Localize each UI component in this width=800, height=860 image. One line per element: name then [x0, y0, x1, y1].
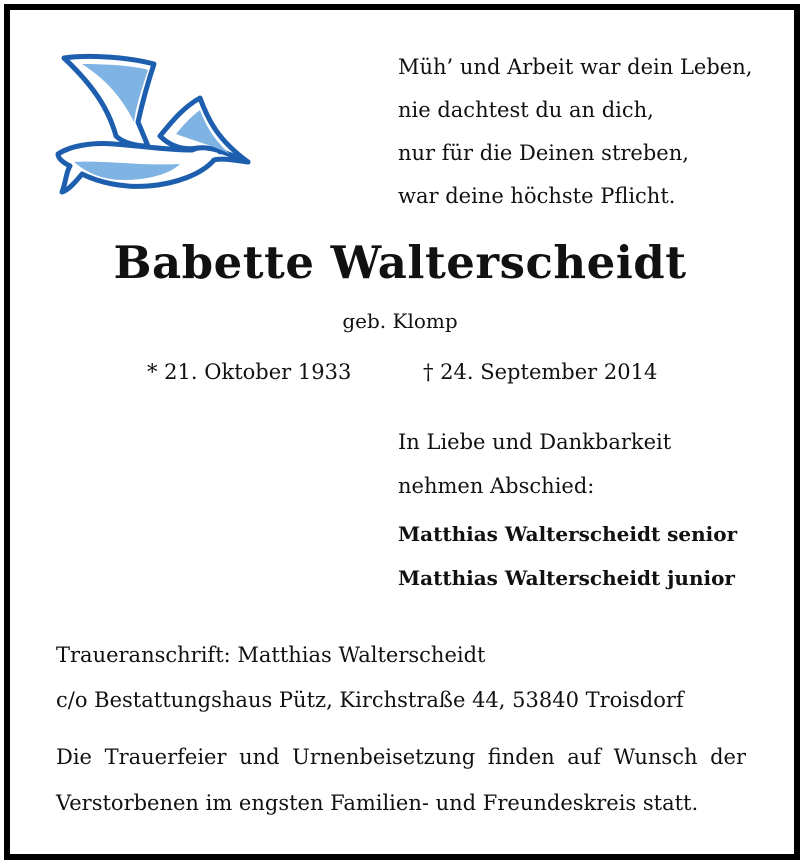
death-date: † 24. September 2014 [423, 360, 658, 384]
mourner-list [398, 512, 737, 600]
dove-eye [218, 150, 223, 155]
deceased-name: Babette Walterscheidt [113, 236, 687, 289]
dove-icon [52, 50, 257, 195]
verse-line: Müh’ und Arbeit war dein Leben, [398, 55, 753, 79]
verse-line: war deine höchste Pflicht. [398, 184, 676, 208]
mourning-address [56, 633, 684, 723]
birth-date: * 21. Oktober 1933 [147, 360, 352, 384]
mourner-name: Matthias Walterscheidt senior [398, 522, 738, 546]
maiden-name: geb. Klomp [342, 309, 458, 333]
farewell-line: nehmen Abschied: [398, 474, 595, 498]
farewell-line: In Liebe und Dankbarkeit [398, 430, 672, 454]
verse-line: nur für die Deinen streben, [398, 141, 689, 165]
verse-line: nie dachtest du an dich, [398, 98, 654, 122]
farewell-text [398, 420, 671, 508]
mourner-name: Matthias Walterscheidt junior [398, 566, 735, 590]
memorial-verse [398, 46, 752, 218]
ceremony-notice: Die Trauerfeier und Urnenbeisetzung finden auf Wunsch der Verstorbenen im engsten Familien- und Freundeskreis statt. [56, 745, 746, 815]
address-line: Traueranschrift: Matthias Walterscheidt [56, 643, 486, 667]
address-line: c/o Bestattungshaus Pütz, Kirchstraße 44, 53840 Troisdorf [56, 688, 684, 712]
